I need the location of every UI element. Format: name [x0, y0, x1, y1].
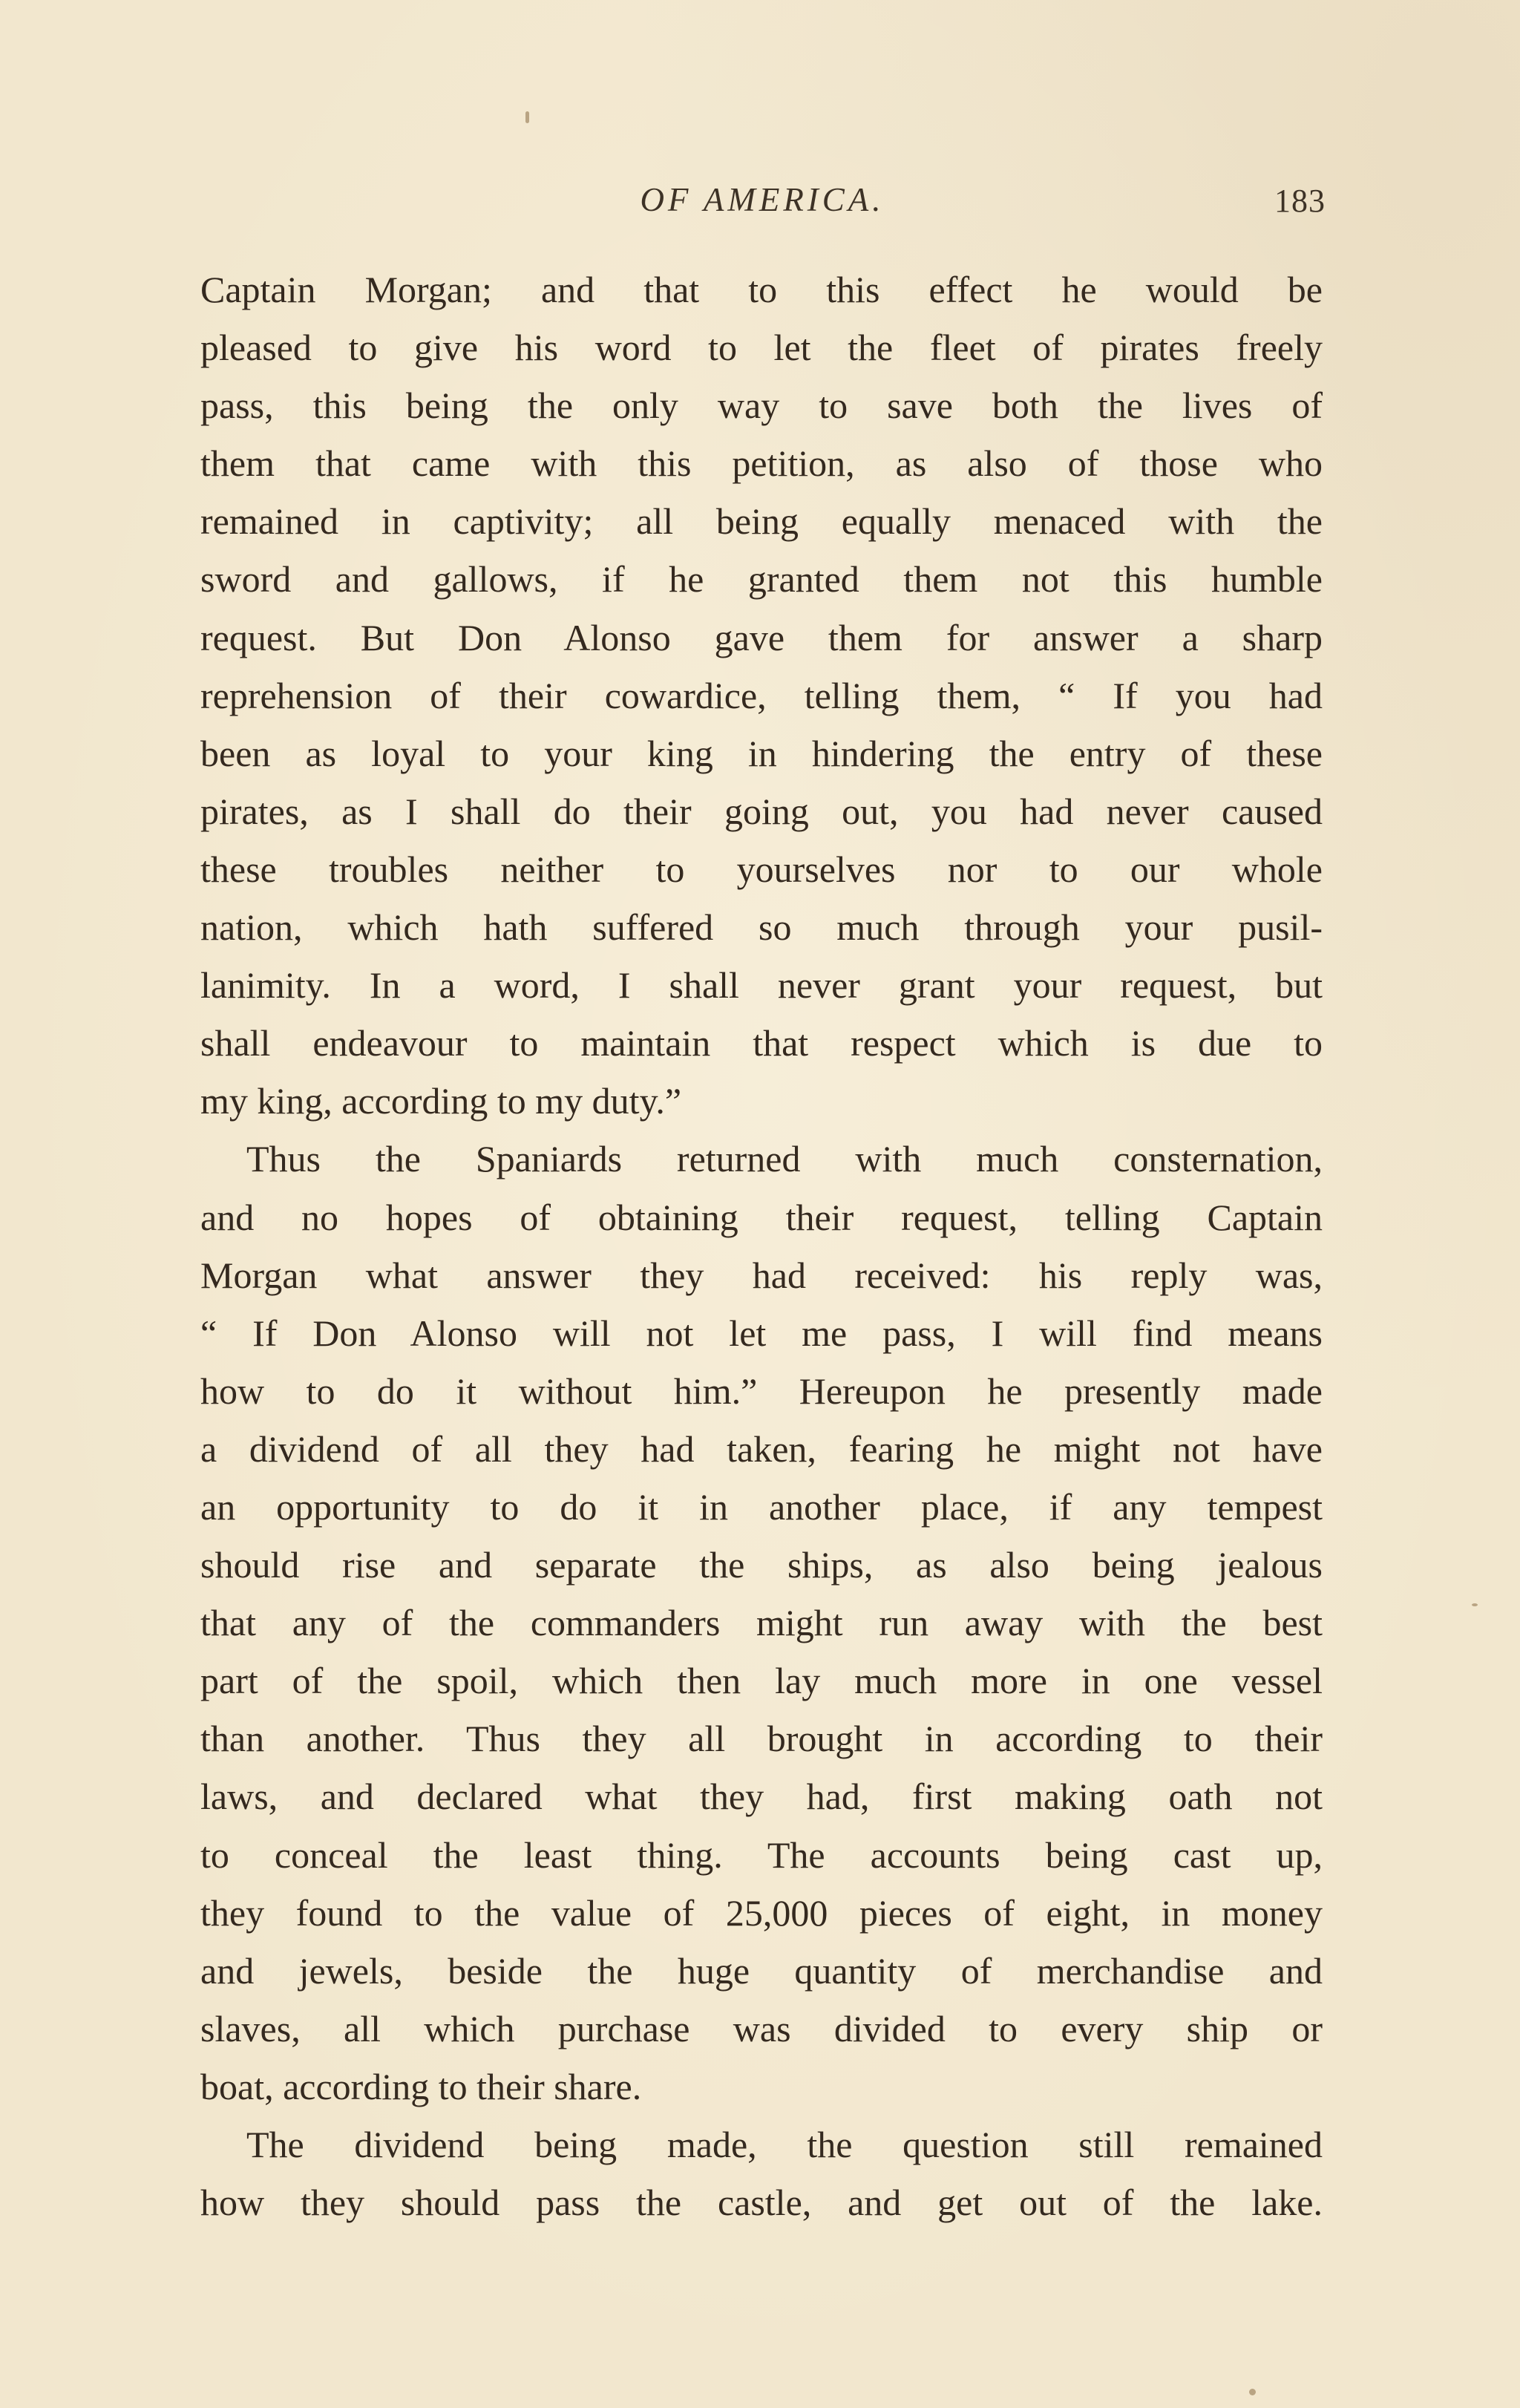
text-line: pass, this being the only way to save both the lives of: [200, 385, 1323, 427]
text-line: laws, and declared what they had, first making oath not: [200, 1776, 1323, 1818]
text-line: them that came with this petition, as also of those who: [200, 442, 1323, 485]
text-line: Captain Morgan; and that to this effect he would be: [200, 269, 1323, 310]
text-line: Morgan what answer they had received: his reply was,: [200, 1254, 1323, 1296]
paragraph-container: [200, 261, 1323, 2231]
text-line: lanimity. In a word, I shall never grant your request, but: [200, 964, 1323, 1007]
text-line: boat, according to their share.: [200, 2065, 642, 2107]
text-line: nation, which hath suffered so much through your pusil-: [200, 906, 1323, 949]
text-line: an opportunity to do it in another place, if any tempest: [200, 1485, 1323, 1528]
text-line: a dividend of all they had taken, fearing he might not have: [200, 1427, 1323, 1470]
text-line: Thus the Spaniards returned with much consternation,: [246, 1138, 1323, 1180]
page-number: 183: [1274, 183, 1326, 219]
text-line: that any of the commanders might run away with the best: [200, 1602, 1323, 1644]
text-line: pleased to give his word to let the fleet of pirates freely: [200, 327, 1323, 369]
text-line: than another. Thus they all brought in according to their: [200, 1718, 1323, 1760]
text-line: should rise and separate the ships, as also being jealous: [200, 1544, 1323, 1586]
paragraph: [200, 2116, 1323, 2231]
text-line: and no hopes of obtaining their request, telling Captain: [200, 1196, 1323, 1238]
text-line: my king, according to my duty.”: [200, 1080, 682, 1122]
running-title: OF AMERICA.: [640, 181, 885, 218]
text-line: been as loyal to your king in hindering the entry of these: [200, 732, 1323, 774]
paragraph: [200, 261, 1323, 1130]
text-line: shall endeavour to maintain that respect which is due to: [200, 1022, 1323, 1064]
text-line: how they should pass the castle, and get out of the lake.: [200, 2182, 1323, 2224]
text-line: these troubles neither to yourselves nor to our whole: [200, 848, 1323, 890]
paper-speck: [1249, 2389, 1256, 2395]
paragraph: [200, 1130, 1323, 2116]
text-line: The dividend being made, the question still remained: [246, 2124, 1323, 2165]
text-line: request. But Don Alonso gave them for answer a sharp: [200, 616, 1323, 658]
paper-speck: [1472, 1603, 1478, 1606]
text-line: pirates, as I shall do their going out, you had never caused: [200, 790, 1323, 832]
text-line: how to do it without him.” Hereupon he presently made: [200, 1370, 1323, 1412]
running-head: [199, 180, 1326, 234]
text-line: sword and gallows, if he granted them not this humble: [200, 558, 1323, 601]
text-line: to conceal the least thing. The accounts being cast up,: [200, 1833, 1323, 1876]
text-line: “ If Don Alonso will not let me pass, I will find means: [200, 1312, 1323, 1354]
body-text: [200, 261, 1323, 2231]
text-line: and jewels, beside the huge quantity of merchandise and: [200, 1949, 1323, 1992]
paper-speck: [525, 111, 529, 123]
text-line: remained in captivity; all being equally menaced with the: [200, 500, 1323, 543]
text-line: they found to the value of 25,000 pieces of eight, in money: [200, 1891, 1323, 1934]
text-line: part of the spoil, which then lay much more in one vessel: [200, 1660, 1323, 1702]
text-line: reprehension of their cowardice, telling them, “ If you had: [200, 674, 1323, 716]
text-line: slaves, all which purchase was divided to every ship or: [200, 2007, 1323, 2049]
